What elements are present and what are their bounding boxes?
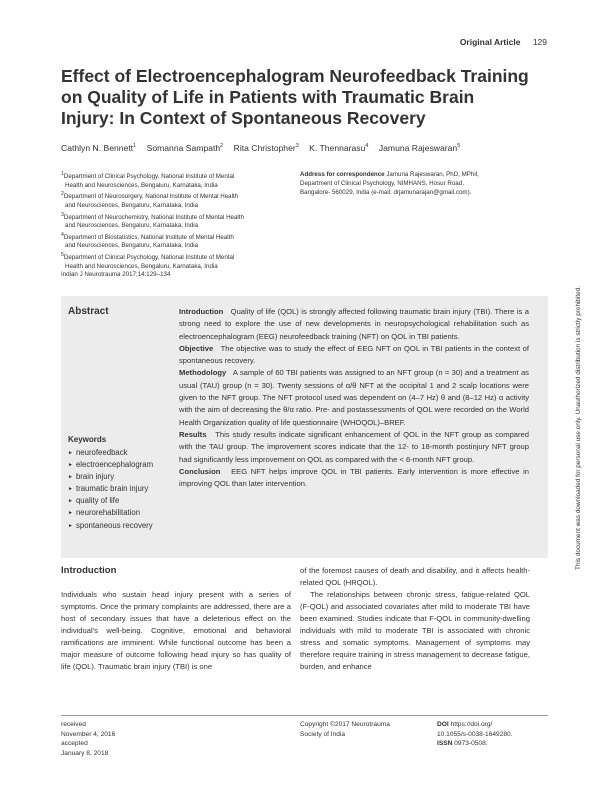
keywords-list [68,447,153,532]
download-notice: This document was downloaded for personal use only. Unauthorized distribution is strictly prohibited. [575,285,582,570]
keyword-item: ► quality of life [68,495,153,507]
journal-citation: Indian J Neurotrauma 2017;14:129–134 [61,271,171,278]
affiliations [61,170,293,271]
paragraph: The relationships between chronic stress, fatigue-related QOL (F-QOL) and associated covariates after mild to moderate TBI have been examined. Studies indicate that F-QOL in community-dwelling individuals with mild to moderate TBI is associated with chronic stress and somatic symptoms. Management of symptoms may therefore require training in stress management to decrease fatigue, burden, and enhance [300,590,530,671]
abstract-objective: Objective The objective was to study the effect of EEG NFT on QOL in TBI patients in the context of spontaneous recovery. [179,343,529,366]
doi-link[interactable]: https://doi.org/ [450,721,493,728]
paragraph: Individuals who sustain head injury present with a series of symptoms. Once the primary complaints are addressed, there are a host of secondary issues that have a deleterious effect on the individual's well-being. Cognitive, emotional and behavioral ramifications are imminent. While functional outcome has been a major measure of outcome following head injury so has quality of life (QOL). Traumatic brain injury (TBI) is one [61,590,291,671]
affiliation: $^3$Department of Neurochemistry, National Institute of Mental Health and Neurosciences, Bengaluru, Karnataka, India [61,211,244,230]
author: Somanna Sampath$^2$ [146,143,224,153]
abstract-body [179,306,529,490]
abstract-conclusion: Conclusion EEG NFT helps improve QOL in TBI patients. Early intervention is more effective in improving QOL than later intervention. [179,466,529,489]
keyword-item: ► spontaneous recovery [68,520,153,532]
running-header [460,37,547,47]
introduction-heading: Introduction [61,565,117,576]
keyword-item: ► neurorehabilitation [68,507,153,519]
correspondence-address: Address for correspondence Jamuna Rajeswaran, PhD, MPhil, Department of Clinical Psychology, NIMHANS, Hosur Road, Bangalore- 560029, India (e-mail: drjamunarajan@gmail.com). [300,171,479,196]
author-list [61,143,468,153]
copyright-notice: Copyright ©2017 Neurotrauma Society of India [300,721,390,738]
abstract-results: Results This study results indicate significant enhancement of QOL in the NFT group as compared with the TAU group. The improvement scores indicate that the 12- to 18-month postinjury NFT group had significantly less improvement on QOL as compared with the < 6-month NFT group. [179,429,529,464]
abstract-methodology: Methodology A sample of 60 TBI patients was assigned to an NFT group (n = 30) and a treatment as usual (TAU) group (n = 30). Twenty sessions of α/θ NFT at the occipital 1 and 2 scalp locations were given to the NFT group. The NFT protocol used was dependent on (4–7 Hz) θ and (8–12 Hz) α activity with the aim of decreasing the θ/α ratio. Pre- and postassessments of QOL were recorded on the World Health Organization quality of life questionnaire (WHOQOL)–BREF. [179,368,529,427]
keyword-item: ► traumatic brain injury [68,483,153,495]
body-column-right [300,565,530,673]
paragraph: of the foremost causes of death and disability, and it affects health-related QOL (HRQOL). [300,566,530,587]
author: Rita Christopher$^3$ [233,143,299,153]
footer-divider [61,715,548,716]
abstract-heading: Abstract [68,306,109,317]
affiliation: $^5$Department of Clinical Psychology, National Institute of Mental Health and Neurosciences, Bengaluru, Karnataka, India [61,252,235,270]
author: Jamuna Rajeswaran$^5$ [378,143,461,153]
affiliation: $^1$Department of Clinical Psychology, National Institute of Mental Health and Neurosciences, Bengaluru, Karnataka, India [61,171,235,189]
page-number: 129 [532,37,547,47]
affiliation: $^2$Department of Neurosurgery, National Institute of Mental Health and Neurosciences, Bengaluru, Karnataka, India [61,191,239,209]
author: Cathlyn N. Bennett$^1$ [61,143,137,153]
article-title: Effect of Electroencephalogram Neurofeedback Training on Quality of Life in Patients with Traumatic Brain Injury: In Context of Spontaneous Recovery [61,66,529,128]
author: K. Thennarasu$^4$ [309,143,369,153]
keyword-item: ► brain injury [68,471,153,483]
article-type-label: Original Article [459,37,521,47]
keywords-heading: Keywords [68,435,107,444]
keyword-item: ► electroencephalogram [68,459,153,471]
affiliation: $^4$Department of Biostatistics, National Institute of Mental Health and Neurosciences, Bengaluru, Karnataka, India [61,231,234,250]
keyword-item: ► neurofeedback [68,447,153,459]
received-accepted-dates: received November 4, 2016 accepted January 8, 2018 [61,721,116,757]
doi-issn: DOI https://doi.org/ 10.1055/s-0038-1649280. ISSN 0973-0508. [437,721,513,747]
abstract-introduction: Introduction Quality of life (QOL) is strongly affected following traumatic brain injury (TBI). There is a strong need to explore the use of new developments in neuropsychological rehabilitation such as electroencephalogram (EEG) neurofeedback training (NFT) on QOL in TBI patients. [179,307,529,341]
body-column-left [61,589,291,673]
